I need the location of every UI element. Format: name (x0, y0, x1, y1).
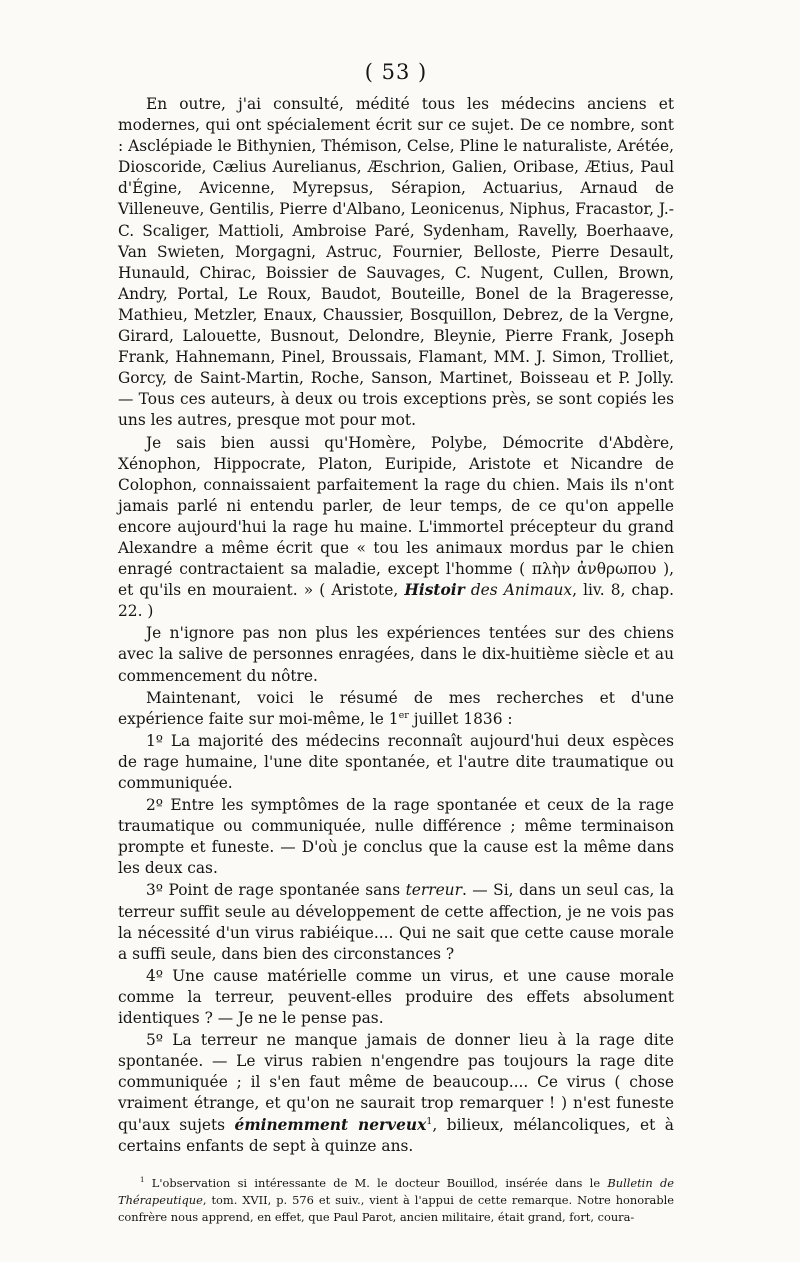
paragraph-text: Je sais bien aussi qu'Homère, Polybe, Démocrite d'Abdère, Xénophon, Hippocrate, Platon, Euripide, Aristote et Nicandre de Colophon, connaissaient parfaitement la rage du chien. Mais ils n'ont jamais parlé ni entendu parler, de leur temps, de ce qu'on appelle encore aujourd'hui la rage hu maine. L'immortel précepteur du grand Alexandre a même écrit que « tou les animaux mordus par le chien enragé contractaient sa maladie, except l'homme ( (118, 433, 674, 579)
page-number: ( 53 ) (364, 60, 428, 84)
journal-title: Bulletin de Thérapeutique (118, 1175, 674, 1207)
main-text (118, 94, 674, 1157)
paragraph-authors (118, 94, 674, 432)
paragraph-text: , liv. 8, chap. 22. ) (118, 581, 674, 621)
paragraph-ancients (118, 433, 674, 623)
paragraph-text: juillet 1836 : (413, 709, 513, 728)
paragraph-text: En outre, j'ai consulté, médité tous les médecins anciens et modernes, qui ont spécialement écrit sur ce sujet. De ce nombre, sont : Asclépiade le Bithynien, Thémison, Celse, Pline le naturaliste, Arétée, Dioscoride, Cælius Aurelianus, Æschrion, Galien, Oribase, Ætius, Paul d'Égine, Avicenne, Myrepsus, Sérapion, Actuarius, Arnaud de Villeneuve, Gentilis, Pierre d'Albano, Leonicenus, Niphus, Fracastor, J.-C. Scaliger, Mattioli, Ambroise Paré, Sydenham, Ravelly, Boerhaave, Van Swieten, Morgagni, Astruc, Fournier, Belloste, Pierre Desault, Hunauld, Chirac, Boissier de Sauvages, C. Nugent, Cullen, Brown, Andry, Portal, Le Roux, Baudot, Bouteille, Bonel de la Brageresse, Mathieu, Metzler, Enaux, Chaussier, Bosquillon, Debrez, de la Vergne, Girard, Lalouette, Busnout, Delondre, Bleynie, Pierre Frank, Joseph Frank, Hahnemann, Pinel, Broussais, Flamant, MM. J. Simon, Trolliet, Gorcy, de Saint-Martin, Roche, Sanson, Martinet, Boisseau et P. Jolly. — Tous ces auteurs, à deux ou trois exceptions près, se sont copiés les uns les autres, presque mot pour mot. (118, 95, 674, 430)
paragraph-text: 1º La majorité des médecins reconnaît aujourd'hui deux espèces de rage humaine, l'une dite spontanée, et l'autre dite traumatique ou communiquée. (118, 731, 674, 792)
paragraph-text: Je n'ignore pas non plus les expériences tentées sur des chiens avec la salive de personnes enragées, dans le dix-huitième siècle et au commencement du nôtre. (118, 624, 674, 685)
emphasis: terreur (405, 881, 462, 900)
paragraph-text: 5º La terreur ne manque jamais de donner lieu à la rage dite spontanée. — Le virus rabien n'engendre pas toujours la rage dite communiquée ; il s'en faut même de beaucoup.... Ce virus ( chose vraiment étrange, et qu'on ne saurait trop remarquer ! ) n'est funeste qu'aux sujets (118, 1031, 674, 1134)
paragraph-text: Maintenant, voici le résumé de mes recherches et d'une expérience faite sur moi-même, le 1 (118, 688, 674, 728)
point-4 (118, 966, 674, 1029)
footnote (118, 1175, 674, 1226)
book-title: des Animaux (470, 581, 573, 600)
paragraph-text: . — Si, dans un seul cas, la terreur suffit seule au développement de cette affection, je ne vois pas la nécessité d'un virus rabiéique.... Qui ne sait que cette cause morale a suffi seule, dans bien des circonstances ? (118, 881, 674, 963)
emphasis: éminemment nerveux (234, 1115, 427, 1134)
footnote-text: , tom. XVII, p. 576 et suiv., vient à l'appui de cette remarque. Notre honorable confrère nous apprend, en effet, que Paul Parot, ancien militaire, était grand, fort, coura- (118, 1192, 674, 1224)
footnote-number: 1 (140, 1174, 145, 1184)
paragraph-text: , bilieux, mélancoliques, et à certains enfants de sept à quinze ans. (118, 1115, 674, 1155)
point-5 (118, 1030, 674, 1157)
paragraph-text: 4º Une cause matérielle comme un virus, et une cause morale comme la terreur, peuvent-elles produire des effets absolument identiques ? — Je ne le pense pas. (118, 966, 674, 1028)
paragraph-text: ), et qu'ils en mouraient. » ( Aristote, (118, 560, 674, 600)
paragraph-summary-intro (118, 688, 674, 730)
footnote-text: L'observation si intéressante de M. le docteur Bouillod, insérée dans le (151, 1175, 601, 1190)
paragraph-text: 3º Point de rage spontanée sans (146, 881, 401, 900)
book-title: Histoir (404, 581, 465, 600)
footnotes (118, 1175, 674, 1226)
point-1 (118, 731, 674, 794)
point-3 (118, 880, 674, 964)
superscript: er (398, 709, 409, 721)
paragraph-text: 2º Entre les symptômes de la rage spontanée et ceux de la rage traumatique ou communiquée, nulle différence ; même terminaison prompte et funeste. — D'où je conclus que la cause est la même dans les deux cas. (118, 796, 674, 878)
footnote-marker: 1 (426, 1115, 433, 1127)
greek-quote: πλὴν ἀνθρωπου (531, 560, 657, 579)
point-2 (118, 795, 674, 879)
paragraph-experiments (118, 623, 674, 686)
